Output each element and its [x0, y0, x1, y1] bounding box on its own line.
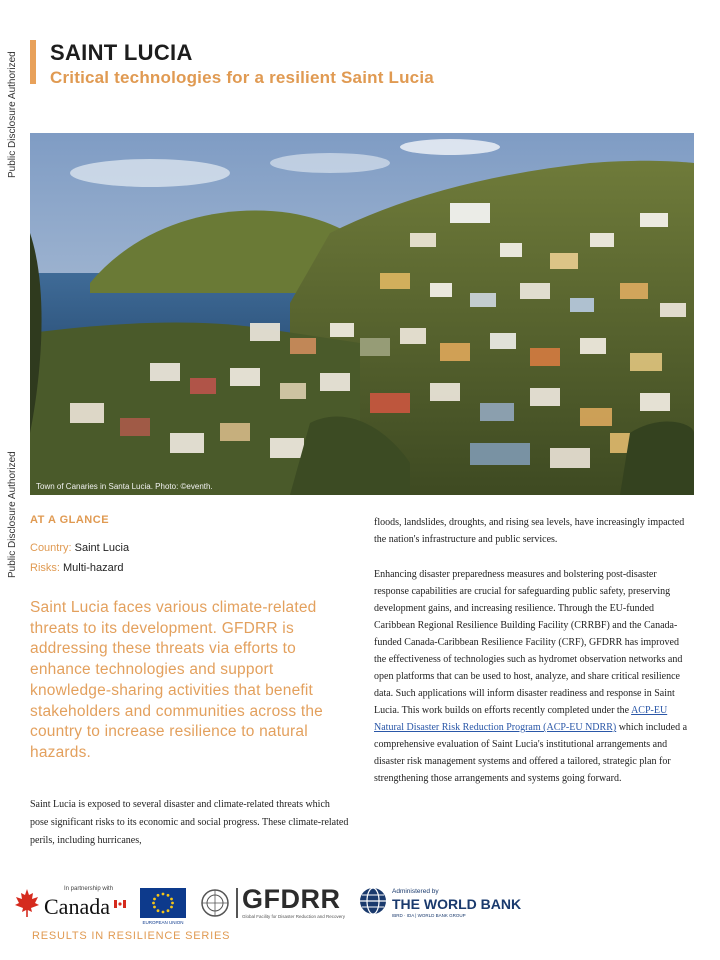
partner-logos: [14, 882, 714, 932]
administered-by-label: Administered by: [392, 888, 439, 895]
world-bank-subline: IBRD · IDA | WORLD BANK GROUP: [392, 913, 466, 918]
hero-photo: [30, 133, 694, 495]
glance-risks: [30, 562, 124, 574]
un-emblem-icon: [200, 888, 230, 918]
program-paragraph: [374, 566, 688, 787]
world-bank-wordmark: THE WORLD BANK: [392, 896, 522, 912]
series-label: RESULTS IN RESILIENCE SERIES: [32, 930, 231, 942]
program-paragraph-start: Enhancing disaster preparedness measures and bolstering post-disaster response capabilities are crucial for safeguarding public safety, preserving development gains, and increasing resilience. Through the EU-funded Caribbean Regional Resilience Building Facility (CRRBF) and the Canada-funded Canada-Caribbean Resilience Facility (CRF), GFDRR has improved the effectiveness of technologies such as hydromet observation networks and open platforms that can be used to host, analyze, and share critical resilience data. Such applications will inform disaster readiness and response in Saint Lucia. This work builds on efforts recently completed under the: [374, 569, 683, 716]
country-label: Country:: [30, 542, 72, 554]
risks-label: Risks:: [30, 562, 60, 574]
program-paragraph-end: which included a comprehensive evaluation of Saint Lucia's institutional arrangements and disaster risk management systems and offered a tailored, strategic plan for strengthening those arrangements and systems going forward.: [374, 722, 688, 784]
hillside-town-illustration: [30, 133, 694, 495]
maple-leaf-icon: [14, 888, 40, 918]
pull-quote: Saint Lucia faces various climate-related threats to its development. GFDRR is addressing these threats via efforts to enhance technologies and support knowledge-sharing activities that benefit stakeholders and communities across the country to increase resilience to natural hazards.: [30, 599, 323, 761]
at-a-glance-heading: AT A GLANCE: [30, 514, 110, 526]
watermark-text-bottom: Public Disclosure Authorized: [7, 451, 18, 578]
right-column: [374, 514, 688, 805]
gfdrr-wordmark: GFDRR: [242, 884, 341, 914]
canada-logo: [14, 882, 132, 930]
page-subtitle: Critical technologies for a resilient Saint Lucia: [50, 68, 434, 87]
eu-label: EUROPEAN UNION: [142, 920, 184, 925]
watermark-text-top: Public Disclosure Authorized: [7, 51, 18, 178]
page-title: SAINT LUCIA: [50, 40, 193, 65]
continuation-paragraph: floods, landslides, droughts, and rising sea levels, have increasingly impacted the nation's infrastructure and public services.: [374, 517, 685, 545]
title-accent-bar: [30, 40, 36, 84]
glance-country: [30, 542, 129, 554]
country-value: Saint Lucia: [74, 542, 130, 554]
canada-wordmark: Canada: [44, 894, 110, 919]
intro-paragraph: Saint Lucia is exposed to several disaster and climate-related threats which pose significant risks to its economic and social progress. These climate-related perils, including hurricanes,: [30, 799, 349, 846]
partnership-label: In partnership with: [64, 886, 114, 892]
gfdrr-tagline: Global Facility for Disaster Reduction and Recovery: [242, 914, 346, 919]
risks-value: Multi-hazard: [63, 562, 124, 574]
acp-eu-ndrr-link[interactable]: ACP-EU Natural Disaster Risk Reduction Program (ACP-EU NDRR): [374, 705, 668, 733]
world-bank-globe-icon: [358, 886, 388, 916]
disclosure-watermark: [0, 0, 18, 960]
gfdrr-divider: [236, 888, 238, 918]
photo-caption: Town of Canaries in Santa Lucia. Photo: ©eventh.: [36, 482, 213, 491]
eu-flag-icon: [140, 888, 186, 918]
canada-flag-icon: [114, 900, 126, 908]
